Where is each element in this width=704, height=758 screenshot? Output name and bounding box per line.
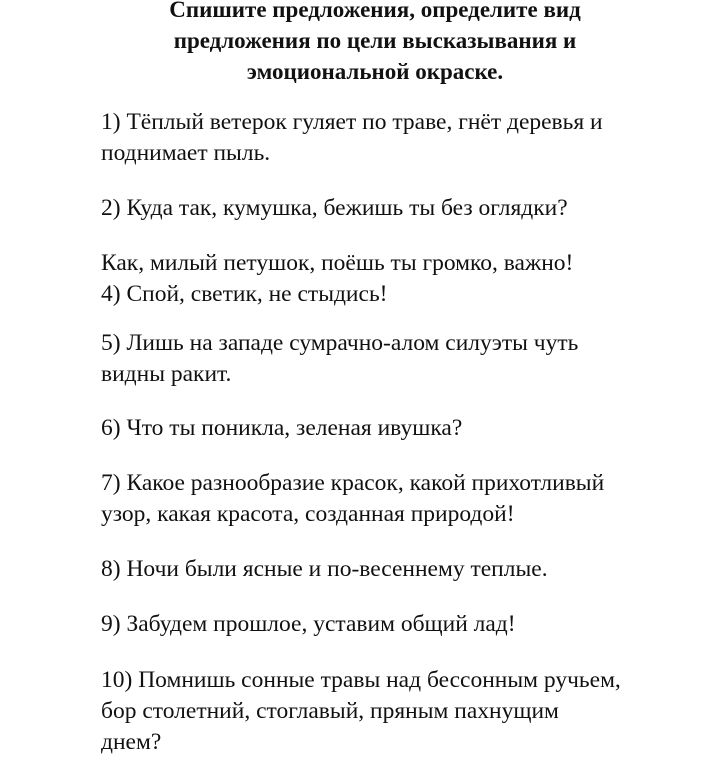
sentence-line: 4) Спой, светик, не стыдись! [101,281,388,307]
title-line: эмоциональной окраске. [246,59,504,84]
title-line: предложения по цели высказывания и [173,28,577,53]
sentence-9 [101,609,681,640]
sentence-line: узор, какая красота, созданная природой! [101,501,515,527]
sentence-line: 9) Забудем прошлое, уставим общий лад! [101,611,516,637]
sentence-line: Как, милый петушок, поёшь ты громко, важно! [101,250,574,276]
sentence-line: бор столетний, стоглавый, пряным пахнущим [101,698,559,724]
sentence-1 [101,107,681,169]
sentence-2 [101,193,681,224]
sentence-line: поднимает пыль. [101,140,271,166]
title-line: Спишите предложения, определите вид [169,0,581,22]
sentence-line: 2) Куда так, кумушка, бежишь ты без оглядки? [101,195,568,221]
sentence-line: днем? [101,729,162,755]
sentence-7 [101,468,681,530]
sentence-5 [101,328,681,390]
sentence-line: 1) Тёплый ветерок гуляет по траве, гнёт деревья и [101,109,603,135]
page-title [120,0,630,87]
sentence-8 [101,554,681,585]
sentence-3-4 [101,248,681,310]
sentence-line: видны ракит. [101,361,232,387]
sentence-line: 7) Какое разнообразие красок, какой прихотливый [101,470,605,496]
sentence-line: 10) Помнишь сонные травы над бессонным ручьем, [101,667,621,693]
sentence-10 [101,665,681,758]
sentence-line: 6) Что ты поникла, зеленая ивушка? [101,415,463,441]
sentence-6 [101,413,681,444]
sentence-line: 5) Лишь на западе сумрачно-алом силуэты чуть [101,330,579,356]
sentence-line: 8) Ночи были ясные и по-весеннему теплые. [101,556,548,582]
